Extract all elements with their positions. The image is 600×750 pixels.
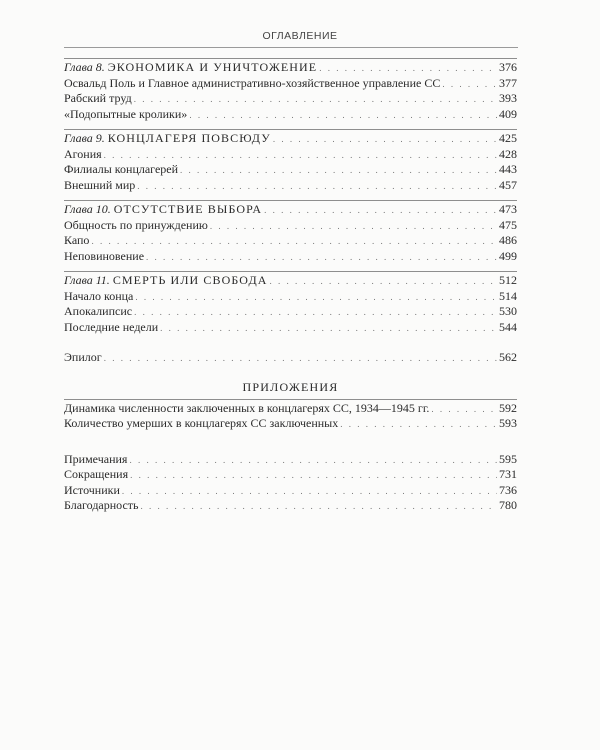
- leader-dots: [431, 402, 497, 418]
- entry-title: Агония: [64, 146, 102, 161]
- chapter-number: Глава 11.: [64, 273, 110, 287]
- toc-entry-row[interactable]: [64, 401, 517, 417]
- chapter-name: ОТСУТСТВИЕ ВЫБОРА: [113, 202, 263, 216]
- chapter-11-section: [64, 271, 517, 335]
- leader-dots: [210, 219, 497, 235]
- page-number: 376: [499, 60, 517, 74]
- leader-dots: [122, 484, 497, 500]
- leader-dots: [137, 179, 497, 195]
- leader-dots: [160, 321, 497, 337]
- page-number: 443: [499, 162, 517, 176]
- leader-dots: [442, 77, 497, 93]
- entry-title: Филиалы концлагерей: [64, 162, 179, 176]
- entry-title: Общность по принуждению: [64, 217, 208, 232]
- chapter-number: Глава 9.: [64, 131, 105, 145]
- toc-entry-row[interactable]: [64, 452, 517, 468]
- chapter-heading-row[interactable]: [64, 202, 517, 218]
- page-number: 499: [499, 248, 517, 263]
- chapter-title: [64, 202, 262, 218]
- leader-dots: [273, 132, 497, 148]
- chapter-title: [64, 273, 268, 289]
- chapter-title: [64, 131, 271, 147]
- page-number: 780: [499, 498, 517, 512]
- chapter-10-section: [64, 200, 517, 264]
- chapter-name: СМЕРТЬ ИЛИ СВОБОДА: [112, 273, 268, 287]
- entry-title: Последние недели: [64, 319, 159, 334]
- leader-dots: [135, 290, 497, 306]
- leader-dots: [130, 468, 497, 484]
- chapter-number: Глава 10.: [64, 202, 111, 216]
- leader-dots: [104, 148, 497, 164]
- leader-dots: [264, 203, 497, 219]
- backmatter-section: [64, 452, 517, 514]
- toc-entry-row[interactable]: [64, 416, 517, 432]
- entry-title: Начало конца: [64, 288, 134, 303]
- entry-title: Источники: [64, 482, 120, 497]
- entry-title: Примечания: [64, 451, 128, 466]
- toc-entry-row[interactable]: [64, 233, 517, 249]
- page-number: 377: [499, 75, 517, 90]
- toc-entry-row[interactable]: [64, 218, 517, 234]
- entry-title: Сокращения: [64, 467, 129, 481]
- entry-title: Благодарность: [64, 498, 139, 512]
- toc-entry-row[interactable]: [64, 162, 517, 178]
- page-number: 425: [499, 131, 517, 145]
- page-number: 393: [499, 91, 517, 105]
- page-number: 514: [499, 288, 517, 303]
- running-title: ОГЛАВЛЕНИЕ: [262, 30, 338, 42]
- page-number: 595: [499, 451, 517, 466]
- leader-dots: [146, 250, 497, 266]
- leader-dots: [270, 274, 497, 290]
- page-number: 457: [499, 177, 517, 192]
- chapter-8-section: [64, 58, 517, 122]
- toc-entry-row[interactable]: [64, 178, 517, 194]
- table-of-contents: [64, 58, 517, 514]
- toc-entry-row[interactable]: [64, 304, 517, 320]
- page-number: 428: [499, 146, 517, 161]
- leader-dots: [134, 92, 497, 108]
- page-number: 592: [499, 400, 517, 415]
- leader-dots: [319, 61, 497, 77]
- page-number: 475: [499, 217, 517, 232]
- leader-dots: [141, 499, 497, 515]
- appendix-heading: ПРИЛОЖЕНИЯ: [242, 379, 339, 394]
- leader-dots: [340, 417, 497, 433]
- toc-entry-row[interactable]: [64, 249, 517, 265]
- toc-entry-row[interactable]: [64, 147, 517, 163]
- entry-title: Внешний мир: [64, 177, 136, 192]
- chapter-9-section: [64, 129, 517, 193]
- chapter-heading-row[interactable]: [64, 60, 517, 76]
- leader-dots: [104, 351, 497, 367]
- appendix-section: [64, 399, 517, 432]
- entry-title: Эпилог: [64, 350, 102, 364]
- page-number: 562: [499, 350, 517, 364]
- page-number: 530: [499, 304, 517, 318]
- toc-entry-row[interactable]: [64, 320, 517, 336]
- entry-title: Апокалипсис: [64, 304, 133, 318]
- leader-dots: [129, 453, 497, 469]
- chapter-heading-row[interactable]: [64, 273, 517, 289]
- entry-title: Количество умерших в концлагерях СС заключенных: [64, 416, 339, 430]
- chapter-heading-row[interactable]: [64, 131, 517, 147]
- chapter-name: КОНЦЛАГЕРЯ ПОВСЮДУ: [107, 131, 271, 145]
- chapter-title: [64, 60, 317, 76]
- leader-dots: [91, 234, 497, 250]
- toc-entry-row[interactable]: [64, 289, 517, 305]
- chapter-number: Глава 8.: [64, 60, 105, 74]
- chapter-name: ЭКОНОМИКА И УНИЧТОЖЕНИЕ: [107, 60, 318, 74]
- entry-title: Освальд Поль и Главное административно-хозяйственное управление СС: [64, 75, 441, 90]
- leader-dots: [180, 163, 497, 179]
- page-number: 409: [499, 106, 517, 121]
- leader-dots: [134, 305, 497, 321]
- page-number: 512: [499, 273, 517, 287]
- page-number: 486: [499, 233, 517, 247]
- toc-entry-row[interactable]: [64, 91, 517, 107]
- page-number: 731: [499, 467, 517, 481]
- entry-title: Капо: [64, 233, 90, 247]
- page-number: 593: [499, 416, 517, 430]
- entry-title: Неповиновение: [64, 248, 145, 263]
- toc-entry-row[interactable]: [64, 483, 517, 499]
- leader-dots: [189, 108, 497, 124]
- entry-title: Рабский труд: [64, 91, 132, 105]
- page-number: 473: [499, 202, 517, 216]
- entry-title: «Подопытные кролики»: [64, 106, 188, 121]
- header-rule: [64, 47, 518, 48]
- page-number: 736: [499, 482, 517, 497]
- entry-title: Динамика численности заключенных в концлагерях СС, 1934—1945 гг.: [64, 400, 430, 415]
- toc-entry-row[interactable]: [64, 498, 517, 514]
- epilog-row[interactable]: [64, 350, 517, 366]
- toc-entry-row[interactable]: [64, 107, 517, 123]
- toc-entry-row[interactable]: [64, 467, 517, 483]
- toc-entry-row[interactable]: [64, 76, 517, 92]
- page-number: 544: [499, 319, 517, 334]
